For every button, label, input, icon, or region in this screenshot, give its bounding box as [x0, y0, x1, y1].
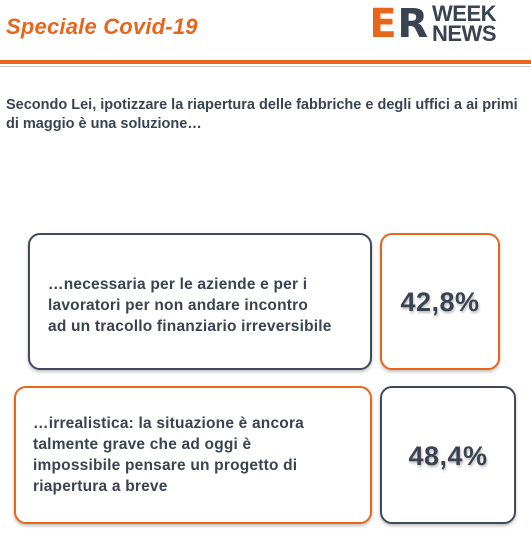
answer-1-text: [48, 274, 332, 337]
logo-mark: ƎR: [376, 1, 423, 47]
answer-2-line: talmente grave che ad oggi è: [33, 436, 252, 453]
page-title: Speciale Covid-19: [6, 14, 198, 39]
er-week-news-logo: [376, 2, 526, 46]
answer-2-line: impossibile pensare un progetto di: [33, 457, 298, 474]
logo-week-text: WEEK: [432, 1, 496, 26]
answer-1-percent: 42,8%: [400, 287, 480, 317]
answer-2-text: [33, 413, 304, 497]
answer-2-percent-card: [380, 386, 516, 524]
answer-2-card: [14, 386, 372, 524]
logo-news-text: NEWS: [432, 21, 496, 46]
answer-2-line: …irrealistica: la situazione è ancora: [33, 415, 305, 432]
answer-1-line: lavoratori per non andare incontro: [48, 297, 309, 314]
answer-1-line: …necessaria per le aziende e per i: [48, 276, 308, 293]
answer-1-card: [28, 233, 372, 370]
header-divider-orange: [0, 60, 531, 64]
answer-2-percent: 48,4%: [408, 441, 488, 471]
header-divider-gray: [0, 66, 531, 67]
answer-1-percent-card: [380, 233, 500, 370]
answer-2-line: riapertura a breve: [33, 478, 168, 495]
answer-1-line: ad un tracollo finanziario irreversibile: [48, 318, 332, 335]
survey-question: Secondo Lei, ipotizzare la riapertura delle fabbriche e degli uffici a ai primi di maggio è una soluzione…: [6, 97, 518, 132]
